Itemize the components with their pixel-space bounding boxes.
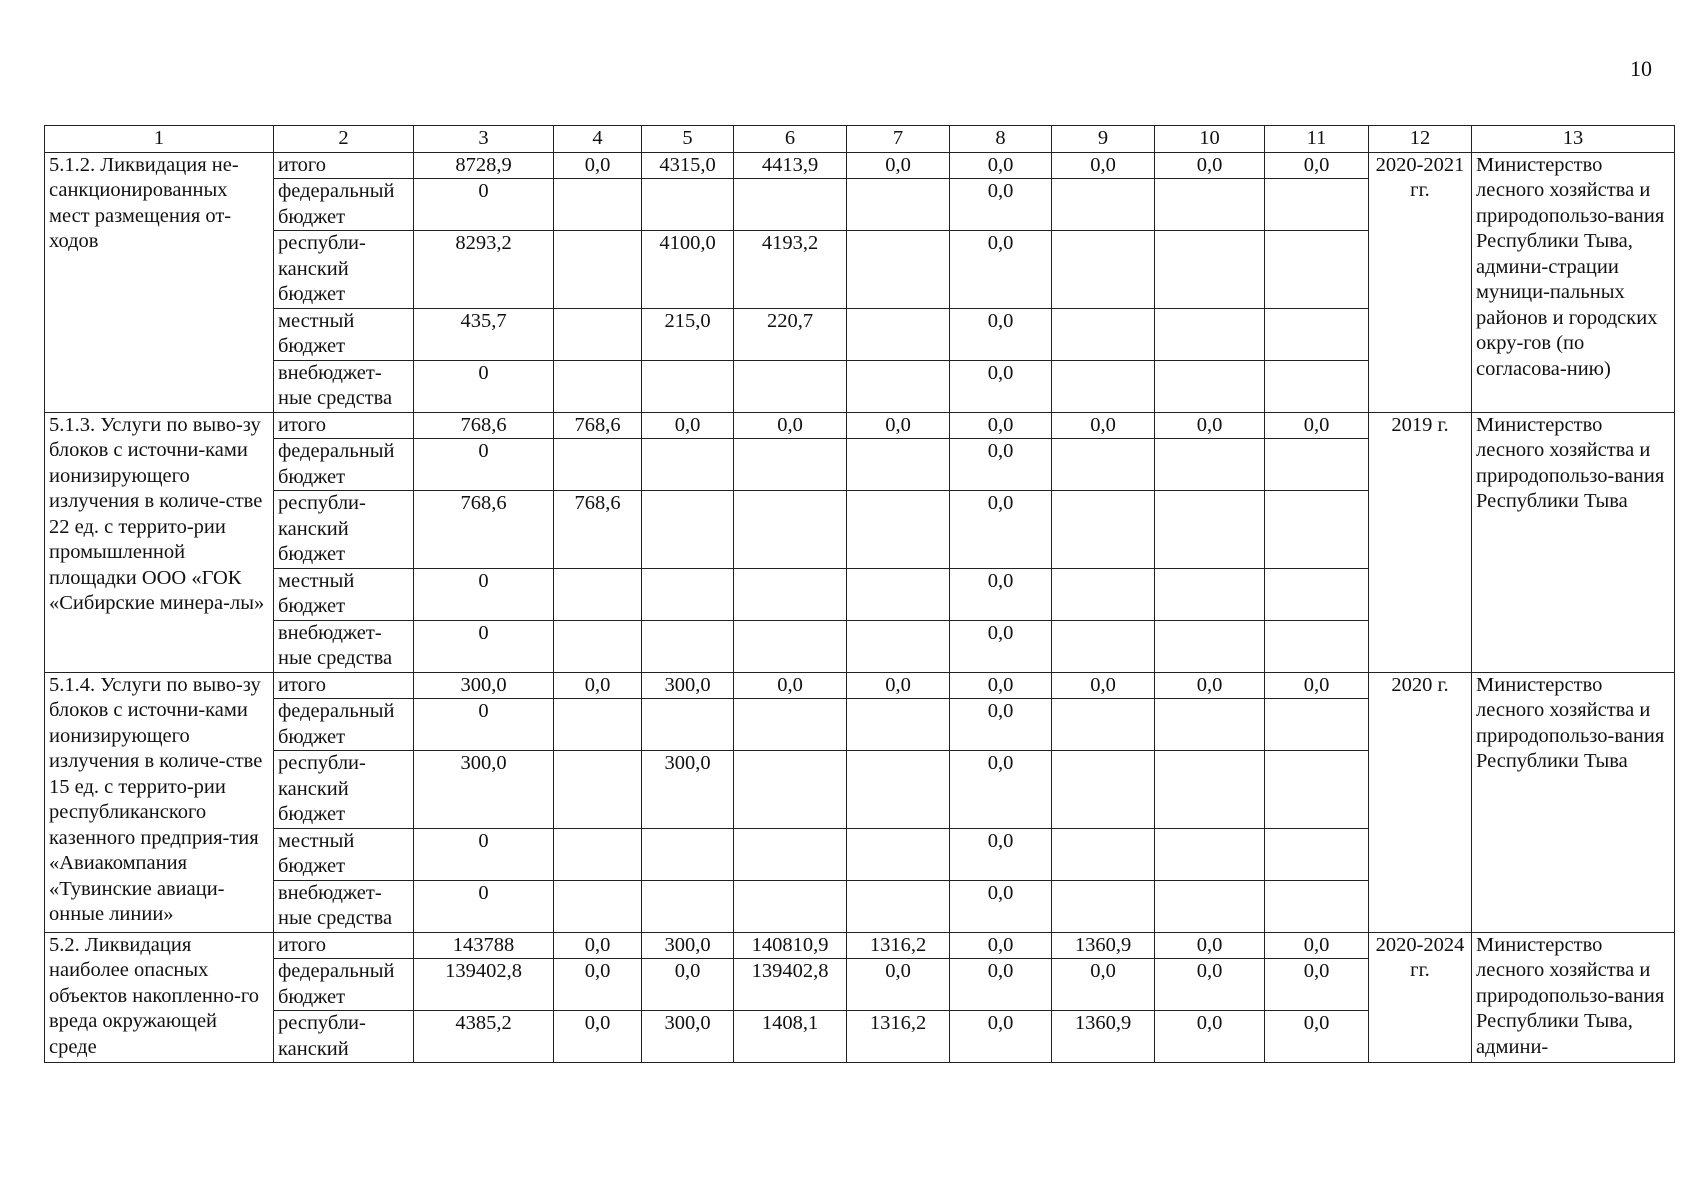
amount-cell: 768,6 <box>414 491 554 569</box>
amount-cell: 0,0 <box>1265 1011 1369 1063</box>
amount-cell: 0,0 <box>950 932 1052 959</box>
amount-cell: 768,6 <box>554 491 642 569</box>
amount-cell <box>1155 308 1265 360</box>
amount-cell: 0,0 <box>554 1011 642 1063</box>
amount-cell: 0,0 <box>950 231 1052 309</box>
funding-source: республи-канский бюджет <box>274 751 414 829</box>
amount-cell <box>1155 360 1265 412</box>
amount-cell <box>554 880 642 932</box>
amount-cell <box>847 179 950 231</box>
column-header: 10 <box>1155 126 1265 153</box>
amount-cell <box>847 699 950 751</box>
amount-cell <box>1052 308 1155 360</box>
amount-cell: 300,0 <box>414 751 554 829</box>
amount-cell: 0,0 <box>1155 1011 1265 1063</box>
amount-cell <box>1265 699 1369 751</box>
amount-cell: 0,0 <box>1265 932 1369 959</box>
amount-cell: 0,0 <box>1265 152 1369 179</box>
amount-cell <box>1155 828 1265 880</box>
amount-cell: 0 <box>414 439 554 491</box>
amount-cell <box>734 751 847 829</box>
amount-cell <box>1052 568 1155 620</box>
amount-cell: 0,0 <box>950 568 1052 620</box>
funding-source: итого <box>274 932 414 959</box>
amount-cell: 0,0 <box>554 672 642 699</box>
responsible-party: Министерство лесного хозяйства и природопользо-вания Республики Тыва, админи-страции муници-пальных районов и городских окру-гов (по согласова-нию) <box>1472 152 1675 412</box>
amount-cell: 8293,2 <box>414 231 554 309</box>
amount-cell <box>554 231 642 309</box>
amount-cell <box>1265 828 1369 880</box>
amount-cell <box>554 699 642 751</box>
column-header: 13 <box>1472 126 1675 153</box>
amount-cell <box>1265 439 1369 491</box>
amount-cell: 0,0 <box>1052 412 1155 439</box>
amount-cell <box>734 620 847 672</box>
amount-cell: 0,0 <box>950 751 1052 829</box>
amount-cell <box>1155 880 1265 932</box>
amount-cell <box>554 828 642 880</box>
amount-cell <box>734 491 847 569</box>
amount-cell: 0,0 <box>847 152 950 179</box>
amount-cell <box>1265 308 1369 360</box>
amount-cell: 0,0 <box>950 959 1052 1011</box>
amount-cell: 0,0 <box>554 932 642 959</box>
amount-cell <box>734 439 847 491</box>
amount-cell: 0,0 <box>1155 412 1265 439</box>
funding-source: федеральный бюджет <box>274 959 414 1011</box>
amount-cell <box>1052 880 1155 932</box>
implementation-years: 2020 г. <box>1369 672 1472 932</box>
amount-cell: 1360,9 <box>1052 932 1155 959</box>
amount-cell <box>1265 179 1369 231</box>
amount-cell <box>642 620 734 672</box>
column-header: 6 <box>734 126 847 153</box>
amount-cell: 0,0 <box>734 672 847 699</box>
amount-cell: 0 <box>414 179 554 231</box>
amount-cell: 0,0 <box>950 179 1052 231</box>
amount-cell: 1316,2 <box>847 932 950 959</box>
column-header: 3 <box>414 126 554 153</box>
amount-cell <box>847 308 950 360</box>
responsible-party: Министерство лесного хозяйства и природопользо-вания Республики Тыва, админи- <box>1472 932 1675 1063</box>
amount-cell <box>1265 491 1369 569</box>
amount-cell: 300,0 <box>642 1011 734 1063</box>
amount-cell <box>554 179 642 231</box>
amount-cell <box>734 880 847 932</box>
amount-cell <box>1052 699 1155 751</box>
amount-cell <box>1052 439 1155 491</box>
activity-name: 5.1.4. Услуги по выво-зу блоков с источни-ками ионизирующего излучения в количе-стве 15 ед. с террито-рии республиканского казенного предприя-тия «Авиакомпания «Тувинские авиаци-онные линии» <box>45 672 274 932</box>
amount-cell: 140810,9 <box>734 932 847 959</box>
amount-cell <box>554 439 642 491</box>
column-header: 2 <box>274 126 414 153</box>
amount-cell <box>1052 620 1155 672</box>
amount-cell: 0,0 <box>950 828 1052 880</box>
amount-cell <box>1155 751 1265 829</box>
amount-cell <box>1265 360 1369 412</box>
amount-cell: 0,0 <box>1155 959 1265 1011</box>
table-row <box>45 412 1675 439</box>
amount-cell <box>642 179 734 231</box>
amount-cell <box>1155 620 1265 672</box>
funding-source: местный бюджет <box>274 828 414 880</box>
amount-cell <box>847 231 950 309</box>
amount-cell: 0,0 <box>554 959 642 1011</box>
amount-cell: 435,7 <box>414 308 554 360</box>
amount-cell: 0,0 <box>554 152 642 179</box>
table-body <box>45 152 1675 1063</box>
amount-cell <box>642 439 734 491</box>
amount-cell <box>1052 231 1155 309</box>
column-header: 8 <box>950 126 1052 153</box>
amount-cell: 0,0 <box>950 1011 1052 1063</box>
amount-cell: 1360,9 <box>1052 1011 1155 1063</box>
amount-cell <box>1265 751 1369 829</box>
table-row <box>45 932 1675 959</box>
amount-cell: 4385,2 <box>414 1011 554 1063</box>
amount-cell: 768,6 <box>554 412 642 439</box>
amount-cell: 220,7 <box>734 308 847 360</box>
header-row <box>45 126 1675 153</box>
amount-cell: 0,0 <box>950 672 1052 699</box>
amount-cell <box>1155 231 1265 309</box>
table-row <box>45 672 1675 699</box>
amount-cell <box>1265 880 1369 932</box>
amount-cell: 0,0 <box>1052 152 1155 179</box>
amount-cell <box>1155 699 1265 751</box>
responsible-party: Министерство лесного хозяйства и природопользо-вания Республики Тыва <box>1472 412 1675 672</box>
amount-cell: 300,0 <box>642 932 734 959</box>
page-number: 10 <box>1630 56 1652 81</box>
amount-cell: 768,6 <box>414 412 554 439</box>
responsible-party: Министерство лесного хозяйства и природопользо-вания Республики Тыва <box>1472 672 1675 932</box>
amount-cell: 4315,0 <box>642 152 734 179</box>
amount-cell: 8728,9 <box>414 152 554 179</box>
amount-cell <box>554 568 642 620</box>
amount-cell: 0,0 <box>1265 959 1369 1011</box>
amount-cell: 0,0 <box>1052 672 1155 699</box>
amount-cell <box>847 568 950 620</box>
amount-cell: 0 <box>414 620 554 672</box>
amount-cell: 0,0 <box>847 412 950 439</box>
amount-cell: 0 <box>414 880 554 932</box>
amount-cell: 0,0 <box>950 699 1052 751</box>
amount-cell <box>1155 568 1265 620</box>
amount-cell: 1316,2 <box>847 1011 950 1063</box>
amount-cell <box>1052 491 1155 569</box>
amount-cell <box>1265 568 1369 620</box>
amount-cell <box>554 360 642 412</box>
amount-cell <box>642 828 734 880</box>
activity-name: 5.2. Ликвидация наиболее опасных объектов накопленно-го вреда окружающей среде <box>45 932 274 1063</box>
amount-cell <box>847 828 950 880</box>
amount-cell: 0,0 <box>950 308 1052 360</box>
amount-cell <box>847 751 950 829</box>
amount-cell: 0,0 <box>1265 412 1369 439</box>
amount-cell: 0 <box>414 360 554 412</box>
amount-cell: 300,0 <box>642 672 734 699</box>
amount-cell <box>847 880 950 932</box>
funding-source: итого <box>274 152 414 179</box>
amount-cell: 0,0 <box>847 672 950 699</box>
amount-cell <box>554 620 642 672</box>
amount-cell: 4413,9 <box>734 152 847 179</box>
amount-cell: 0,0 <box>642 959 734 1011</box>
column-header: 11 <box>1265 126 1369 153</box>
column-header: 9 <box>1052 126 1155 153</box>
amount-cell: 1408,1 <box>734 1011 847 1063</box>
implementation-years: 2020-2024 гг. <box>1369 932 1472 1063</box>
funding-source: итого <box>274 412 414 439</box>
column-header: 4 <box>554 126 642 153</box>
amount-cell: 0 <box>414 699 554 751</box>
implementation-years: 2019 г. <box>1369 412 1472 672</box>
funding-source: внебюджет-ные средства <box>274 880 414 932</box>
amount-cell <box>1052 360 1155 412</box>
amount-cell <box>847 360 950 412</box>
amount-cell: 0 <box>414 568 554 620</box>
amount-cell <box>734 568 847 620</box>
amount-cell: 0,0 <box>734 412 847 439</box>
funding-source: внебюджет-ные средства <box>274 620 414 672</box>
amount-cell: 215,0 <box>642 308 734 360</box>
amount-cell: 0,0 <box>847 959 950 1011</box>
amount-cell: 0,0 <box>1155 672 1265 699</box>
activity-name: 5.1.3. Услуги по выво-зу блоков с источни-ками ионизирующего излучения в количе-стве 22 ед. с террито-рии промышленной площадки ООО «ГОК «Сибирские минера-лы» <box>45 412 274 672</box>
column-header: 5 <box>642 126 734 153</box>
amount-cell: 0,0 <box>950 412 1052 439</box>
amount-cell: 139402,8 <box>414 959 554 1011</box>
amount-cell <box>1052 828 1155 880</box>
amount-cell <box>1265 231 1369 309</box>
amount-cell: 0,0 <box>1265 672 1369 699</box>
amount-cell <box>554 308 642 360</box>
table-row <box>45 152 1675 179</box>
amount-cell <box>847 491 950 569</box>
amount-cell <box>847 439 950 491</box>
amount-cell: 300,0 <box>642 751 734 829</box>
amount-cell <box>734 828 847 880</box>
amount-cell <box>1155 491 1265 569</box>
activity-name: 5.1.2. Ликвидация не-санкционированных мест размещения от-ходов <box>45 152 274 412</box>
amount-cell: 4193,2 <box>734 231 847 309</box>
amount-cell: 0,0 <box>950 620 1052 672</box>
funding-source: федеральный бюджет <box>274 179 414 231</box>
amount-cell <box>734 179 847 231</box>
amount-cell <box>734 360 847 412</box>
funding-source: местный бюджет <box>274 568 414 620</box>
amount-cell <box>1052 179 1155 231</box>
amount-cell <box>554 751 642 829</box>
funding-source: внебюджет-ные средства <box>274 360 414 412</box>
amount-cell: 4100,0 <box>642 231 734 309</box>
amount-cell: 0,0 <box>1155 152 1265 179</box>
amount-cell <box>734 699 847 751</box>
amount-cell: 0,0 <box>950 360 1052 412</box>
amount-cell: 0 <box>414 828 554 880</box>
amount-cell: 0,0 <box>642 412 734 439</box>
amount-cell: 0,0 <box>1052 959 1155 1011</box>
column-header: 1 <box>45 126 274 153</box>
amount-cell <box>1155 179 1265 231</box>
column-header: 7 <box>847 126 950 153</box>
amount-cell <box>642 360 734 412</box>
funding-source: федеральный бюджет <box>274 439 414 491</box>
funding-source: местный бюджет <box>274 308 414 360</box>
amount-cell: 0,0 <box>950 880 1052 932</box>
amount-cell: 139402,8 <box>734 959 847 1011</box>
amount-cell: 143788 <box>414 932 554 959</box>
amount-cell <box>642 568 734 620</box>
amount-cell: 0,0 <box>950 152 1052 179</box>
amount-cell <box>642 699 734 751</box>
amount-cell <box>642 880 734 932</box>
amount-cell <box>1155 439 1265 491</box>
funding-source: республи-канский бюджет <box>274 491 414 569</box>
implementation-years: 2020-2021 гг. <box>1369 152 1472 412</box>
amount-cell <box>642 491 734 569</box>
amount-cell <box>1265 620 1369 672</box>
amount-cell: 300,0 <box>414 672 554 699</box>
budget-table <box>44 125 1675 1063</box>
column-header: 12 <box>1369 126 1472 153</box>
funding-source: федеральный бюджет <box>274 699 414 751</box>
amount-cell <box>847 620 950 672</box>
funding-source: республи-канский бюджет <box>274 231 414 309</box>
funding-source: итого <box>274 672 414 699</box>
amount-cell: 0,0 <box>950 439 1052 491</box>
amount-cell: 0,0 <box>1155 932 1265 959</box>
funding-source: республи-канский <box>274 1011 414 1063</box>
amount-cell: 0,0 <box>950 491 1052 569</box>
amount-cell <box>1052 751 1155 829</box>
